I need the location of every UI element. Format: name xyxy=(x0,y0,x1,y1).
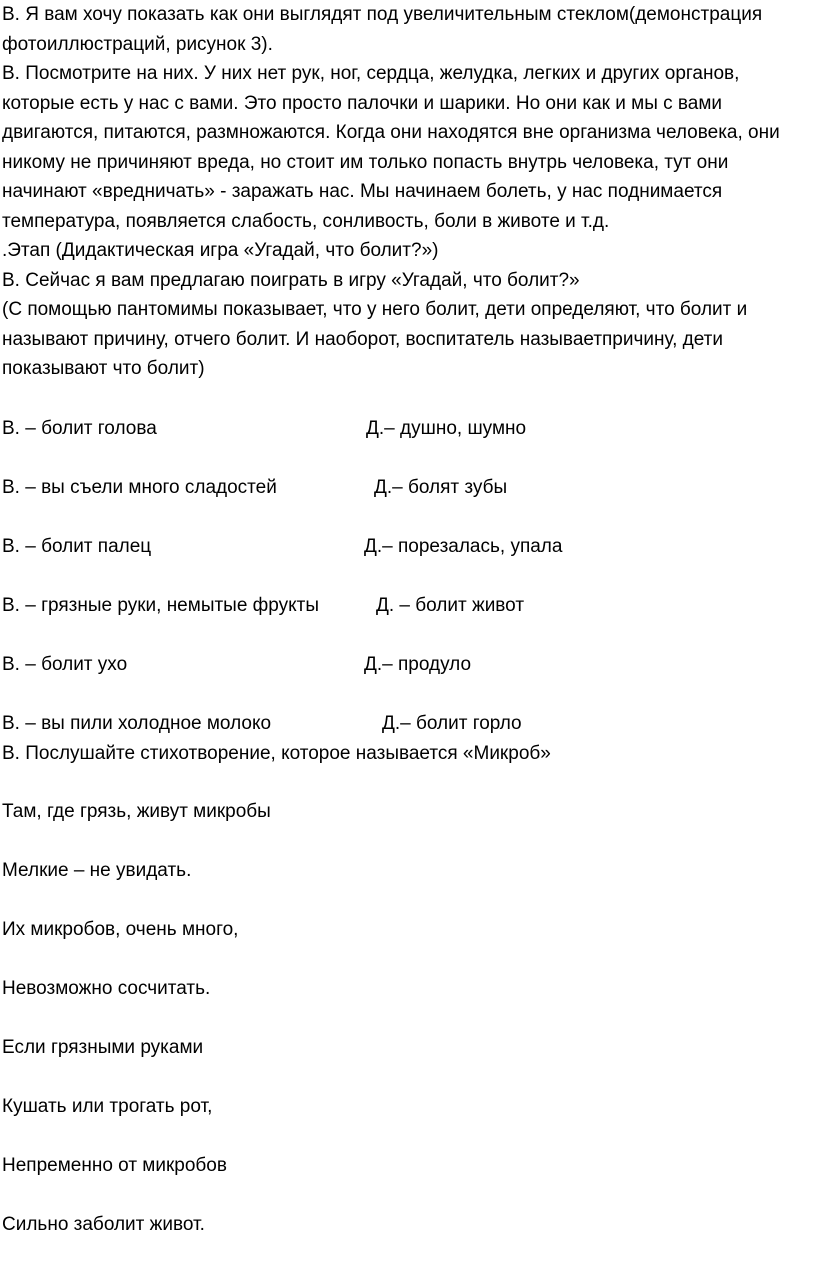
intro-paragraph-microbes: В. Посмотрите на них. У них нет рук, ног, сердца, желудка, легких и других органов, которые есть у нас с вами. Это просто палочки и шарики. Но они как и мы с вами двигаются, питаются, размножаются. Когда они находятся вне организма человека, они никому не причиняют вреда, но стоит им только попасть внутрь человека, тут они начинают «вредничать» - заражать нас. Мы начинаем болеть, у нас поднимается температура, появляется слабость, сонливость, боли в животе и т.д. xyxy=(2,63,780,232)
teacher-line: В. – вы пили холодное молоко xyxy=(2,713,272,734)
game-invitation: В. Сейчас я вам предлагаю поиграть в игру «Угадай, что болит?» xyxy=(2,269,580,291)
teacher-line: В. – болит ухо xyxy=(2,654,128,675)
teacher-line: В. – грязные руки, немытые фрукты xyxy=(2,595,320,616)
children-line: Д. – болит живот xyxy=(376,595,525,616)
poem-line: Мелкие – не увидать. xyxy=(2,860,192,881)
intro-paragraph-magnifier: В. Я вам хочу показать как они выглядят под увеличительным стеклом(демонстрация фотоиллюстраций, рисунок 3). xyxy=(2,4,763,55)
poem-line: Их микробов, очень много, xyxy=(2,919,239,940)
teacher-line: В. – болит голова xyxy=(2,418,157,439)
children-line: Д.– душно, шумно xyxy=(366,418,527,439)
children-line: Д.– болит горло xyxy=(382,713,522,734)
teacher-line: В. – болит палец xyxy=(2,536,152,557)
dialog-row xyxy=(2,414,812,444)
poem-line: Там, где грязь, живут микробы xyxy=(2,801,271,822)
teacher-line: В. – вы съели много сладостей xyxy=(2,477,277,498)
dialog-row xyxy=(2,650,812,680)
dialog-row xyxy=(2,591,812,621)
stage-heading: .Этап (Дидактическая игра «Угадай, что болит?») xyxy=(2,240,439,261)
children-line: Д.– порезалась, упала xyxy=(364,536,563,557)
poem-line: Если грязными руками xyxy=(2,1037,204,1058)
dialog-row xyxy=(2,473,812,503)
game-instructions: (С помощью пантомимы показывает, что у него болит, дети определяют, что болит и называют причину, отчего болит. И наоборот, воспитатель называетпричину, дети показывают что болит) xyxy=(2,299,748,379)
poem-line: Невозможно сосчитать. xyxy=(2,978,211,999)
dialog-row xyxy=(2,709,812,739)
poem-line: Сильно заболит живот. xyxy=(2,1214,205,1235)
poem-line: Непременно от микробов xyxy=(2,1155,227,1176)
intro-section xyxy=(2,0,802,384)
poem-intro: В. Послушайте стихотворение, которое называется «Микроб» xyxy=(2,743,551,764)
children-line: Д.– продуло xyxy=(364,654,472,675)
poem-line: Кушать или трогать рот, xyxy=(2,1096,213,1117)
dialog-row xyxy=(2,532,812,562)
children-line: Д.– болят зубы xyxy=(374,477,508,498)
